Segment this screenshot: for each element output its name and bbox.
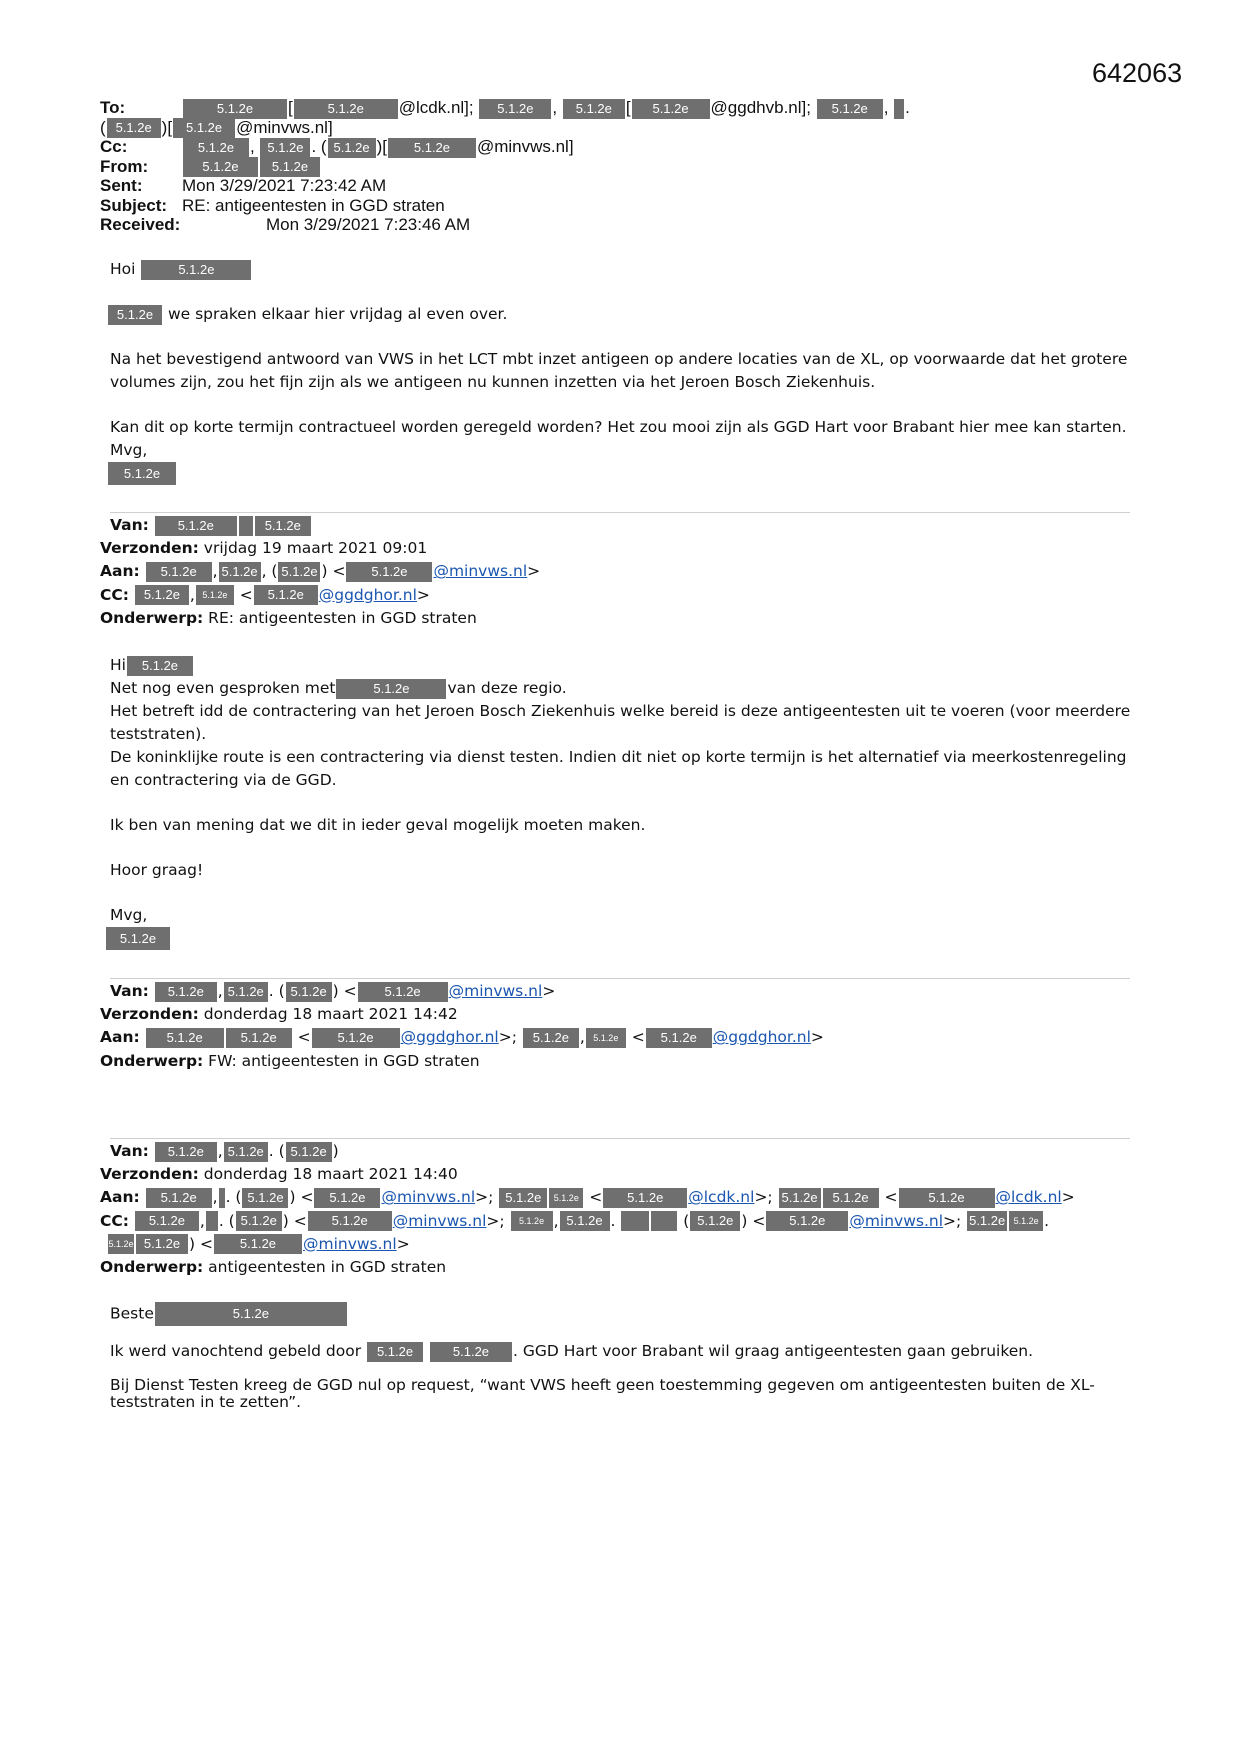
mail1-closing: Mvg, [110,441,148,459]
to-domain: @ggdhvb.nl]; [710,98,811,117]
mail2-onderwerp-row: Onderwerp: RE: antigeentesten in GGD straten [100,608,477,627]
redaction: 5.1.2e [278,562,320,582]
from-label: From: [100,156,149,176]
redaction: 5.1.2e [511,1211,553,1231]
redaction: 5.1.2e [146,562,212,582]
mail2-verzonden-row: Verzonden: vrijdag 19 maart 2021 09:01 [100,539,428,558]
redaction: 5.1.2e [632,99,710,119]
redaction: 5.1.2e [183,99,287,119]
mail3-meta [100,980,1140,1073]
redaction: 5.1.2e [646,1028,712,1048]
email-link[interactable]: @minvws.nl [448,982,543,1000]
mail2-signature [110,927,1150,950]
redaction: 5.1.2e [817,99,883,119]
redaction: 5.1.2e [430,1342,512,1362]
mail1-line1: 5.1.2e we spraken elkaar hier vrijdag al even over. [110,303,1150,326]
email-link[interactable]: @lcdk.nl [688,1188,755,1207]
mail2-line2: Het betreft idd de contractering van het Jeroen Bosch Ziekenhuis welke bereid is deze antigeentesten uit te voeren (voor meerdere teststraten). [110,702,1131,743]
mail3-aan-row: Aan: 5.1.2e 5.1.2e < 5.1.2e @ggdghor.nl>; 5.1.2e , 5.1.2e < 5.1.2e @ggdghor.nl> [100,1028,824,1047]
mail3-van-row: Van: 5.1.2e , 5.1.2e . ( 5.1.2e ) < 5.1.2e @minvws.nl> [110,982,556,1000]
redaction: 5.1.2e [294,99,398,119]
to-domain: @minvws.nl] [236,117,333,137]
redaction: 5.1.2e [586,1028,626,1048]
email-link[interactable]: @ggdghor.nl [400,1028,499,1047]
redaction: 5.1.2e [336,679,446,699]
redaction: 5.1.2e [108,1234,134,1254]
redaction: 5.1.2e [108,462,176,485]
to-label: To: [100,98,126,117]
cc-row: Cc: 5.1.2e , 5.1.2e . ( 5.1.2e )[ 5.1.2e @minvws.nl] [100,137,574,156]
redaction: 5.1.2e [328,138,376,158]
redaction: 5.1.2e [312,1028,400,1048]
redaction: 5.1.2e [499,1188,547,1208]
mail1-body [100,258,1150,485]
mail2-van-row: Van: 5.1.2e 5.1.2e [100,514,1140,537]
redaction: 5.1.2e [136,1234,188,1254]
redaction: 5.1.2e [388,138,476,158]
mail2-cc-row: CC: 5.1.2e , 5.1.2e < 5.1.2e @ggdghor.nl> [100,585,430,604]
redaction: 5.1.2e [308,1211,392,1231]
received-row [100,215,910,235]
redaction [651,1211,677,1231]
redaction: 5.1.2e [260,138,310,158]
redaction: 5.1.2e [183,138,249,158]
email-header [100,98,910,235]
mail4-van-row: Van: 5.1.2e , 5.1.2e . ( 5.1.2e ) [110,1142,339,1160]
redaction: 5.1.2e [155,1142,217,1162]
received-value: Mon 3/29/2021 7:23:46 AM [266,215,471,234]
email-link[interactable]: @minvws.nl [849,1211,944,1230]
mail2-greeting: Hi 5.1.2e [110,654,1150,677]
subject-row [100,196,910,216]
redaction: 5.1.2e [523,1028,579,1048]
redaction: 5.1.2e [479,99,551,119]
redaction: 5.1.2e [254,585,318,605]
sent-label: Sent: [100,176,143,195]
redaction: 5.1.2e [183,157,258,177]
mail2-closing: Mvg, [110,906,148,924]
mail4-meta [100,1140,1140,1279]
email-link[interactable]: @minvws.nl [381,1188,476,1207]
redaction: 5.1.2e [255,516,311,536]
mail4-cc-row: CC: 5.1.2e , . ( 5.1.2e ) < 5.1.2e @minvws.nl>; 5.1.2e , 5.1.2e . ( 5.1.2e ) < 5.1.2e @minvws.nl>; 5.1.2e 5.1.2e . [100,1211,1050,1230]
redaction: 5.1.2e [766,1211,848,1231]
redaction: 5.1.2e [549,1188,583,1208]
redaction: 5.1.2e [155,516,237,536]
received-label: Received: [100,215,181,234]
email-link[interactable]: @minvws.nl [392,1211,487,1230]
redaction: 5.1.2e [135,1211,199,1231]
to-row: To: 5.1.2e [ 5.1.2e @lcdk.nl]; 5.1.2e , 5.1.2e [ 5.1.2e @ggdhvb.nl]; 5.1.2e , . [100,98,910,117]
redaction: 5.1.2e [286,982,332,1002]
mail2-meta [100,514,1140,630]
mail1-greeting: Hoi 5.1.2e [110,258,1150,281]
mail4-cc-row-continued: 5.1.2e 5.1.2e ) < 5.1.2e @minvws.nl> [108,1234,410,1253]
redaction: 5.1.2e [286,1142,332,1162]
redaction [894,99,904,119]
separator [110,512,1130,513]
redaction: 5.1.2e [358,982,448,1002]
email-link[interactable]: @lcdk.nl [995,1188,1062,1207]
redaction: 5.1.2e [127,656,193,676]
mail4-aan-row: Aan: 5.1.2e , . ( 5.1.2e ) < 5.1.2e @minvws.nl>; 5.1.2e 5.1.2e < 5.1.2e @lcdk.nl>; 5.1.2e 5.1.2e < 5.1.2e @lcdk.nl> [100,1188,1075,1207]
redaction: 5.1.2e [106,927,170,950]
redaction: 5.1.2e [823,1188,879,1208]
email-link[interactable]: @ggdghor.nl [712,1028,811,1047]
redaction: 5.1.2e [560,1211,610,1231]
redaction: 5.1.2e [146,1188,212,1208]
mail4-body [100,1302,1150,1411]
redaction: 5.1.2e [155,982,217,1002]
redaction: 5.1.2e [242,1188,288,1208]
redaction: 5.1.2e [214,1234,302,1254]
email-link[interactable]: @minvws.nl [433,562,528,581]
redaction: 5.1.2e [155,1302,347,1326]
redaction: 5.1.2e [226,1028,292,1048]
separator [110,1138,1130,1139]
email-link[interactable]: @minvws.nl [302,1234,397,1253]
redaction: 5.1.2e [219,562,261,582]
redaction: 5.1.2e [260,157,320,177]
mail4-verzonden-row: Verzonden: donderdag 18 maart 2021 14:40 [100,1165,458,1184]
mail2-line5: Hoor graag! [110,861,204,879]
redaction: 5.1.2e [146,1028,224,1048]
redaction: 5.1.2e [196,585,234,605]
mail4-line2: Bij Dienst Testen kreeg de GGD nul op request, “want VWS heeft geen toestemming gegeven om antigeentesten buiten de XL-teststraten in te zetten”. [110,1376,1095,1411]
redaction: 5.1.2e [563,99,625,119]
redaction: 5.1.2e [135,585,189,605]
redaction: 5.1.2e [779,1188,821,1208]
to-row-continued: ( 5.1.2e )[ 5.1.2e @minvws.nl] [100,117,333,137]
redaction: 5.1.2e [224,1142,268,1162]
redaction [239,516,253,536]
subject-value: RE: antigeentesten in GGD straten [182,195,445,215]
mail4-line1: Ik werd vanochtend gebeld door 5.1.2e 5.1.2e . GGD Hart voor Brabant wil graag antigeentesten gaan gebruiken. [110,1342,1034,1360]
redaction [219,1188,225,1208]
subject-label: Subject: [100,195,168,215]
cc-domain: @minvws.nl] [476,137,574,156]
redaction: 5.1.2e [108,305,162,325]
redaction: 5.1.2e [603,1188,687,1208]
redaction: 5.1.2e [224,982,268,1002]
redaction: 5.1.2e [690,1211,740,1231]
separator [110,978,1130,979]
email-link[interactable]: @ggdghor.nl [318,585,417,604]
from-row [100,157,910,177]
mail1-signature [110,462,1150,485]
mail1-paragraph1: Na het bevestigend antwoord van VWS in het LCT mbt inzet antigeen op andere locaties van de XL, op voorwaarde dat het grotere volumes zijn, zou het fijn zijn als we antigeen nu kunnen inzetten via het Jeroen Bosch Ziekenhuis. [110,350,1128,391]
mail2-line3: De koninklijke route is een contractering via dienst testen. Indien dit niet op korte termijn is het alternatief via meerkostenregeling en contractering via de GGD. [110,748,1127,789]
mail3-verzonden-row: Verzonden: donderdag 18 maart 2021 14:42 [100,1005,458,1024]
sent-value: Mon 3/29/2021 7:23:42 AM [182,176,387,195]
mail2-aan-row: Aan: 5.1.2e , 5.1.2e , ( 5.1.2e ) < 5.1.2e @minvws.nl> [100,562,541,581]
mail2-body [100,654,1150,950]
mail1-paragraph2: Kan dit op korte termijn contractueel worden geregeld worden? Het zou mooi zijn als GGD Hart voor Brabant hier mee kan starten. [110,418,1127,436]
mail2-line4: Ik ben van mening dat we dit in ieder geval mogelijk moeten maken. [110,816,646,834]
redaction: 5.1.2e [107,118,161,138]
redaction: 5.1.2e [1009,1211,1043,1231]
redaction: 5.1.2e [236,1211,282,1231]
mail2-line1: Net nog even gesproken met 5.1.2e van deze regio. [110,679,567,697]
redaction [621,1211,649,1231]
redaction: 5.1.2e [173,118,235,138]
redaction: 5.1.2e [367,1342,423,1362]
redaction: 5.1.2e [346,562,432,582]
mail3-onderwerp-row: Onderwerp: FW: antigeentesten in GGD straten [100,1051,480,1070]
mail4-greeting: Beste 5.1.2e [110,1302,1150,1326]
to-domain: @lcdk.nl]; [398,98,474,117]
redaction: 5.1.2e [141,260,251,280]
mail4-onderwerp-row: Onderwerp: antigeentesten in GGD straten [100,1258,447,1277]
redaction: 5.1.2e [314,1188,380,1208]
redaction: 5.1.2e [899,1188,995,1208]
document-number: 642063 [1092,58,1183,88]
cc-label: Cc: [100,137,128,156]
redaction: 5.1.2e [967,1211,1007,1231]
redaction [206,1211,218,1231]
sent-row [100,176,910,196]
